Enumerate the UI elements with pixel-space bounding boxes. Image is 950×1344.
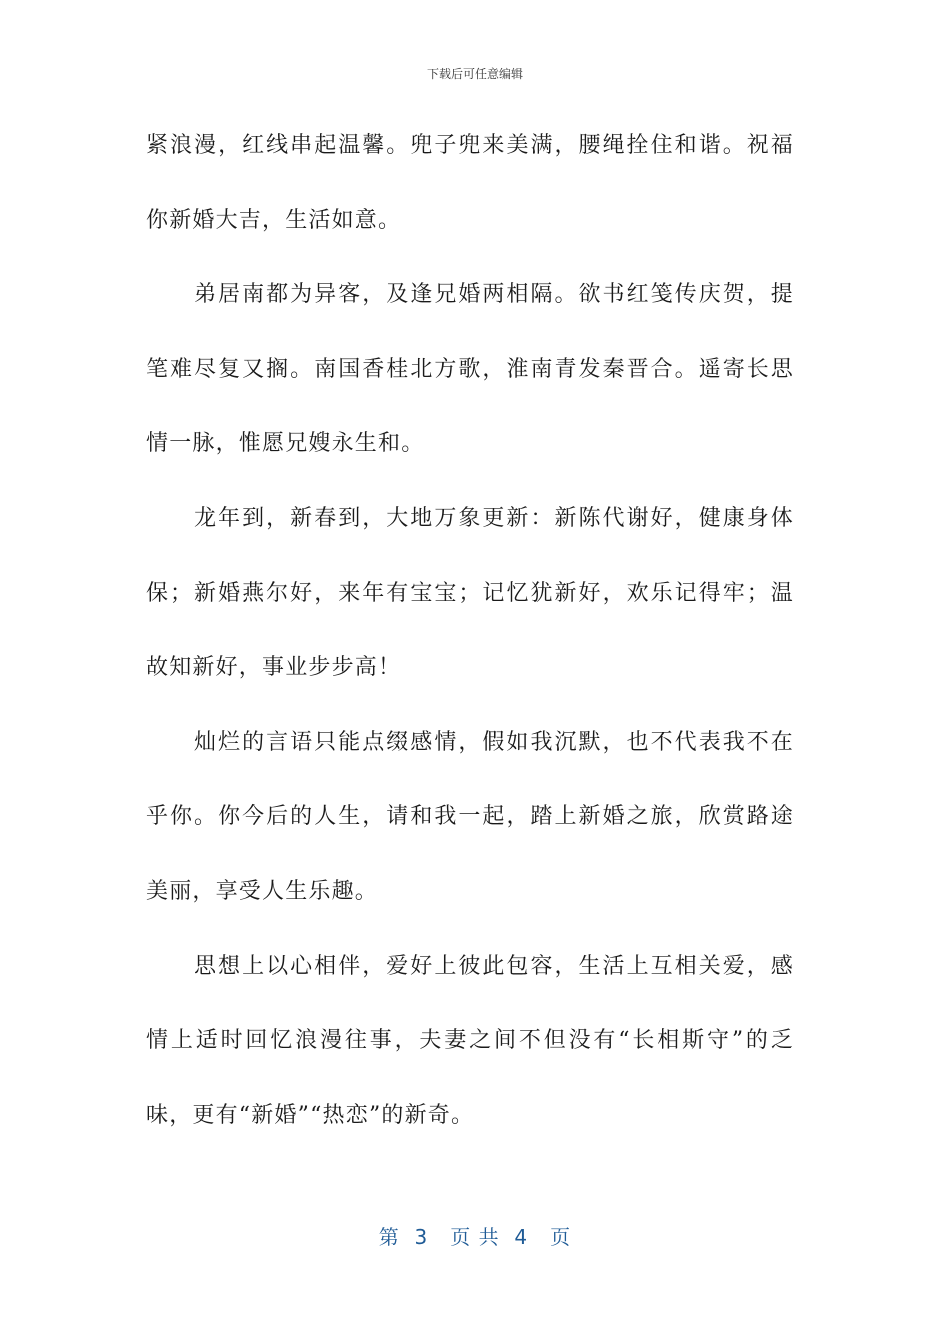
page-number-footer: 第 3 页 共 4 页 [378,1225,572,1249]
paragraph: 灿烂的言语只能点缀感情，假如我沉默，也不代表我不在乎你。你今后的人生，请和我一起，踏上新婚之旅，欣赏路途美丽，享受人生乐趣。 [146,729,794,904]
page-header: 下载后可任意编辑 [426,67,523,81]
paragraph-continuation: 紧浪漫，红线串起温馨。兜子兜来美满，腰绳拴住和谐。祝福你新婚大吉，生活如意。 [146,133,794,233]
paragraph: 思想上以心相伴，爱好上彼此包容，生活上互相关爱，感情上适时回忆浪漫往事，夫妻之间不但没有“长相斯守”的乏味，更有“新婚”“热恋”的新奇。 [146,953,794,1128]
document-body [146,109,794,1153]
paragraph: 龙年到，新春到，大地万象更新：新陈代谢好，健康身体保；新婚燕尔好，来年有宝宝；记忆犹新好，欢乐记得牢；温故知新好，事业步步高！ [146,505,794,681]
paragraph: 弟居南都为异客，及逢兄婚两相隔。欲书红笺传庆贺，提笔难尽复又搁。南国香桂北方歌，淮南青发秦晋合。遥寄长思情一脉，惟愿兄嫂永生和。 [146,282,794,457]
